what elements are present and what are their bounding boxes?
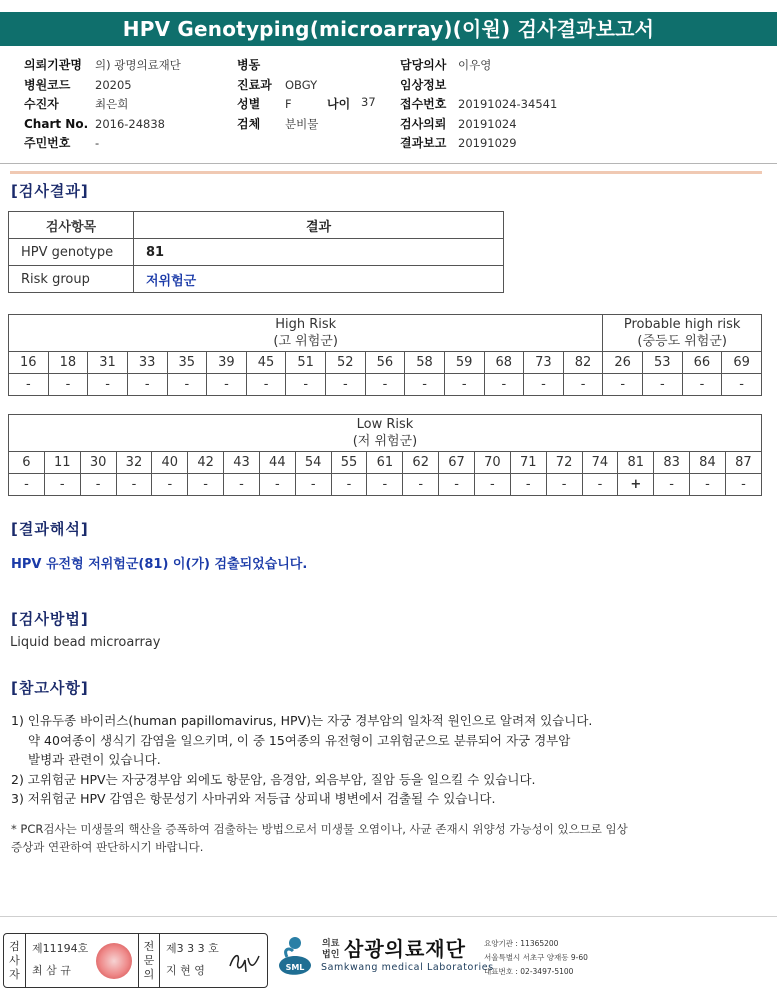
tester-license: 제11194호 <box>32 942 89 955</box>
genotype-result-cell: - <box>439 474 475 496</box>
genotype-cell: 67 <box>439 452 475 474</box>
genotype-result-cell: + <box>618 474 654 496</box>
genotype-result-cell: - <box>48 374 88 396</box>
patient-info-col3 <box>400 56 557 154</box>
genotype-result-cell: - <box>405 374 445 396</box>
genotype-result-cell: - <box>582 474 618 496</box>
result-table <box>8 211 504 293</box>
info-value: OBGY <box>285 77 318 92</box>
high-risk-subtitle: (고 위험군) <box>273 334 338 349</box>
signature-box <box>3 933 268 988</box>
info-label: 병원코드 <box>24 77 71 92</box>
footnote-line: 증상과 연관하여 판단하시기 바랍니다. <box>11 840 204 854</box>
age-value: 37 <box>361 95 376 109</box>
genotype-cell: 71 <box>510 452 546 474</box>
genotype-cell: 45 <box>246 352 286 374</box>
genotype-cell: 56 <box>365 352 405 374</box>
result-item: Risk group <box>9 266 134 293</box>
genotype-cell: 62 <box>403 452 439 474</box>
genotype-cell: 18 <box>48 352 88 374</box>
result-value: 저위험군 <box>134 266 504 293</box>
genotype-result-cell: - <box>725 474 761 496</box>
org-type-line: 의료 <box>322 939 340 949</box>
genotype-result-cell: - <box>259 474 295 496</box>
genotype-cell: 52 <box>326 352 366 374</box>
genotype-result-cell: - <box>9 474 45 496</box>
logo-badge-text: SML <box>285 963 305 972</box>
probable-risk-subtitle: (중등도 위험군) <box>637 334 727 349</box>
result-head-result: 결과 <box>134 212 504 239</box>
genotype-result-cell: - <box>367 474 403 496</box>
genotype-result-cell: - <box>207 374 247 396</box>
info-label: 진료과 <box>237 77 272 92</box>
high-risk-table <box>8 314 762 396</box>
footnote <box>11 820 628 856</box>
org-type <box>322 939 339 961</box>
genotype-cell: 69 <box>722 352 762 374</box>
info-value: 이우영 <box>458 58 492 72</box>
high-risk-header <box>9 315 603 352</box>
result-value: 81 <box>134 239 504 266</box>
low-risk-header <box>9 415 762 452</box>
low-risk-subtitle: (저 위험군) <box>352 434 418 449</box>
info-label: 접수번호 <box>400 97 447 111</box>
genotype-cell: 53 <box>643 352 683 374</box>
info-value: 20191029 <box>458 136 517 150</box>
specialist-license: 제3 3 3 호 <box>166 942 219 955</box>
divider <box>10 171 762 174</box>
genotype-cell: 84 <box>690 452 726 474</box>
genotype-cell: 55 <box>331 452 367 474</box>
info-label: Chart No. <box>24 116 89 131</box>
section-title-interpretation: [결과해석] <box>11 520 89 538</box>
footnote-line: * PCR검사는 미생물의 핵산을 증폭하여 검출하는 방법으로서 미생물 오염이나, 사균 존재시 위양성 가능성이 있으므로 임상 <box>11 822 628 836</box>
result-item: HPV genotype <box>9 239 134 266</box>
genotype-result-cell: - <box>224 474 260 496</box>
genotype-cell: 6 <box>9 452 45 474</box>
genotype-cell: 58 <box>405 352 445 374</box>
info-value: 20205 <box>95 77 132 92</box>
genotype-cell: 44 <box>259 452 295 474</box>
genotype-result-cell: - <box>188 474 224 496</box>
genotype-result-cell: - <box>654 474 690 496</box>
genotype-cell: 26 <box>603 352 643 374</box>
genotype-result-cell: - <box>326 374 366 396</box>
genotype-result-cell: - <box>484 374 524 396</box>
sml-logo-icon <box>273 935 315 985</box>
agency-code: 요양기관 : 11365200 <box>484 939 559 948</box>
genotype-cell: 61 <box>367 452 403 474</box>
genotype-cell: 70 <box>474 452 510 474</box>
specialist-label-char: 전 <box>143 939 155 953</box>
genotype-row <box>9 352 762 374</box>
method-text: Liquid bead microarray <box>10 635 161 650</box>
genotype-result-cell: - <box>546 474 582 496</box>
genotype-cell: 82 <box>563 352 603 374</box>
genotype-result-cell: - <box>563 374 603 396</box>
genotype-result-cell: - <box>286 374 326 396</box>
note-line: 2) 고위험군 HPV는 자궁경부암 외에도 항문암, 음경암, 외음부암, 질암 등을 일으킬 수 있습니다. <box>11 771 536 787</box>
genotype-cell: 30 <box>80 452 116 474</box>
genotype-result-cell: - <box>643 374 683 396</box>
genotype-result-cell: - <box>365 374 405 396</box>
genotype-cell: 39 <box>207 352 247 374</box>
section-title-method: [검사방법] <box>11 610 89 628</box>
genotype-result-cell: - <box>510 474 546 496</box>
patient-info-col1 <box>24 56 181 154</box>
genotype-result-cell: - <box>152 474 188 496</box>
info-value: 분비물 <box>285 116 319 131</box>
info-label: 주민번호 <box>24 136 71 150</box>
genotype-cell: 51 <box>286 352 326 374</box>
section-title-notes: [참고사항] <box>11 679 89 697</box>
note-line: 발병과 관련이 있습니다. <box>28 752 161 767</box>
genotype-cell: 73 <box>524 352 564 374</box>
divider <box>0 163 777 164</box>
genotype-cell: 31 <box>88 352 128 374</box>
info-label: 검사의뢰 <box>400 116 447 131</box>
genotype-result-cell: - <box>127 374 167 396</box>
high-risk-title: High Risk <box>275 317 337 332</box>
genotype-result-cell: - <box>682 374 722 396</box>
note-line: 약 40여종이 생식기 감염을 일으키며, 이 중 15여종의 유전형이 고위험군으로 분류되어 자궁 경부암 <box>28 732 571 748</box>
genotype-result-cell: - <box>246 374 286 396</box>
age-label: 나이 <box>327 97 351 111</box>
genotype-cell: 35 <box>167 352 207 374</box>
low-risk-title: Low Risk <box>356 417 414 432</box>
genotype-cell: 66 <box>682 352 722 374</box>
info-value: 20191024-34541 <box>458 97 558 111</box>
info-label: 담당의사 <box>400 58 447 72</box>
genotype-result-cell: - <box>524 374 564 396</box>
org-phone: 대표번호 : 02-3497-5100 <box>484 967 574 976</box>
genotype-row <box>9 452 762 474</box>
info-label: 임상정보 <box>400 77 447 92</box>
genotype-result-cell: - <box>403 474 439 496</box>
org-address: 서울특별시 서초구 양재동 9-60 <box>484 953 588 962</box>
info-label: 수진자 <box>24 97 59 111</box>
genotype-cell: 54 <box>295 452 331 474</box>
info-label: 결과보고 <box>400 136 447 150</box>
genotype-cell: 68 <box>484 352 524 374</box>
genotype-cell: 83 <box>654 452 690 474</box>
genotype-cell: 72 <box>546 452 582 474</box>
genotype-cell: 59 <box>444 352 484 374</box>
note-line: 3) 저위험군 HPV 감염은 항문성기 사마귀와 저등급 상피내 병변에서 검출될 수 있습니다. <box>11 791 496 806</box>
genotype-result-cell: - <box>295 474 331 496</box>
tester-label <box>4 934 26 987</box>
genotype-result-cell: - <box>331 474 367 496</box>
org-name: 삼광의료재단 <box>344 937 466 961</box>
info-label: 성별 <box>237 97 261 111</box>
org-contact <box>484 937 588 979</box>
genotype-cell: 11 <box>44 452 80 474</box>
patient-info-col2 <box>237 56 318 134</box>
info-label: 병동 <box>237 58 261 72</box>
signature-mark <box>226 948 264 976</box>
genotype-cell: 81 <box>618 452 654 474</box>
info-value: 20191024 <box>458 116 517 131</box>
genotype-cell: 42 <box>188 452 224 474</box>
genotype-result-cell: - <box>9 374 49 396</box>
org-name-en: Samkwang medical Laboratories <box>321 962 494 973</box>
interpretation-text: HPV 유전형 저위험군(81) 이(가) 검출되었습니다. <box>11 557 308 572</box>
genotype-result-cell: - <box>474 474 510 496</box>
genotype-cell: 33 <box>127 352 167 374</box>
result-row <box>9 474 762 496</box>
genotype-cell: 16 <box>9 352 49 374</box>
genotype-result-cell: - <box>690 474 726 496</box>
genotype-result-cell: - <box>603 374 643 396</box>
info-value: 2016-24838 <box>95 116 165 131</box>
specialist-label-char: 의 <box>143 967 155 981</box>
result-row <box>9 374 762 396</box>
genotype-cell: 32 <box>116 452 152 474</box>
probable-risk-title: Probable high risk <box>623 317 741 332</box>
tester-label-char: 검 <box>9 939 20 953</box>
report-title: HPV Genotyping(microarray)(이원) 검사결과보고서 <box>0 12 777 46</box>
genotype-result-cell: - <box>44 474 80 496</box>
result-head-item: 검사항목 <box>9 212 134 239</box>
genotype-cell: 43 <box>224 452 260 474</box>
info-value: - <box>95 136 100 150</box>
note-line: 1) 인유두종 바이러스(human papillomavirus, HPV)는 자궁 경부암의 일차적 원인으로 알려져 있습니다. <box>11 713 593 728</box>
org-type-line: 법인 <box>322 950 340 960</box>
specialist-name: 지 현 영 <box>166 964 205 977</box>
genotype-result-cell: - <box>444 374 484 396</box>
info-label: 검체 <box>237 116 261 131</box>
genotype-cell: 87 <box>725 452 761 474</box>
notes-list <box>11 711 592 809</box>
genotype-result-cell: - <box>88 374 128 396</box>
tester-label-char: 자 <box>9 967 20 981</box>
genotype-result-cell: - <box>722 374 762 396</box>
genotype-result-cell: - <box>167 374 207 396</box>
official-seal <box>96 943 132 979</box>
tester-label-char: 사 <box>9 953 20 967</box>
info-value: 의) 광명의료재단 <box>95 58 181 72</box>
specialist-label <box>138 934 160 987</box>
genotype-result-cell: - <box>80 474 116 496</box>
low-risk-table <box>8 414 762 496</box>
genotype-result-cell: - <box>116 474 152 496</box>
info-value: 최은희 <box>95 97 129 111</box>
footer-divider <box>0 916 777 917</box>
specialist-label-char: 문 <box>143 953 155 967</box>
probable-risk-header <box>603 315 762 352</box>
info-label: 의뢰기관명 <box>24 58 82 72</box>
genotype-cell: 40 <box>152 452 188 474</box>
section-title-result: [검사결과] <box>11 182 89 200</box>
info-value: F <box>285 97 292 111</box>
genotype-cell: 74 <box>582 452 618 474</box>
tester-name: 최 삼 규 <box>32 964 71 977</box>
